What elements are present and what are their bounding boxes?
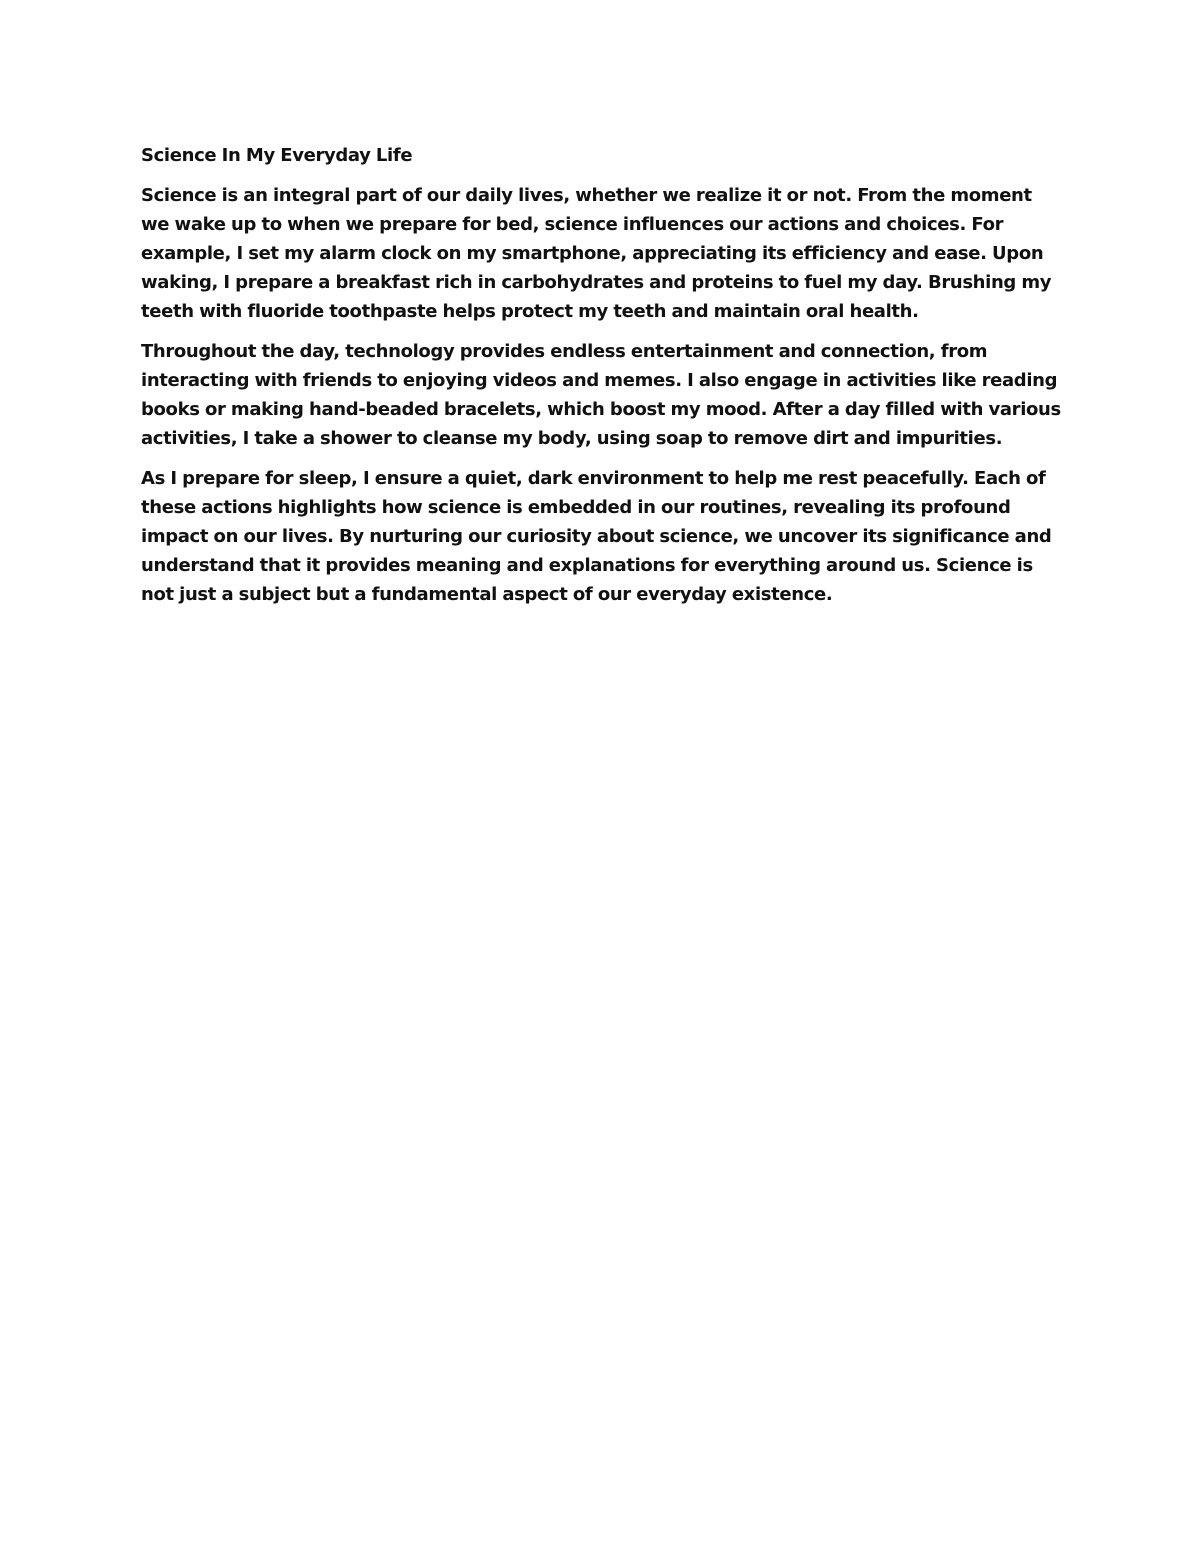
paragraph-2: Throughout the day, technology provides endless entertainment and connection, from interacting with friends to enjoying videos and memes. I also engage in activities like reading books or making hand-beaded bracelets, which boost my mood. After a day filled with various activities, I take a shower to cleanse my body, using soap to remove dirt and impurities. [141, 341, 1061, 449]
document-title: Science In My Everyday Life [141, 145, 413, 166]
document-body [141, 141, 1063, 620]
paragraph-1: Science is an integral part of our daily lives, whether we realize it or not. From the moment we wake up to when we prepare for bed, science influences our actions and choices. For example, I set my alarm clock on my smartphone, appreciating its efficiency and ease. Upon waking, I prepare a breakfast rich in carbohydrates and proteins to fuel my day. Brushing my teeth with fluoride toothpaste helps protect my teeth and maintain oral health. [141, 185, 1052, 322]
paragraph-3: As I prepare for sleep, I ensure a quiet, dark environment to help me rest peacefully. Each of these actions highlights how science is embedded in our routines, revealing its profound impact on our lives. By nurturing our curiosity about science, we uncover its significance and understand that it provides meaning and explanations for everything around us. Science is not just a subject but a fundamental aspect of our everyday existence. [141, 468, 1052, 605]
